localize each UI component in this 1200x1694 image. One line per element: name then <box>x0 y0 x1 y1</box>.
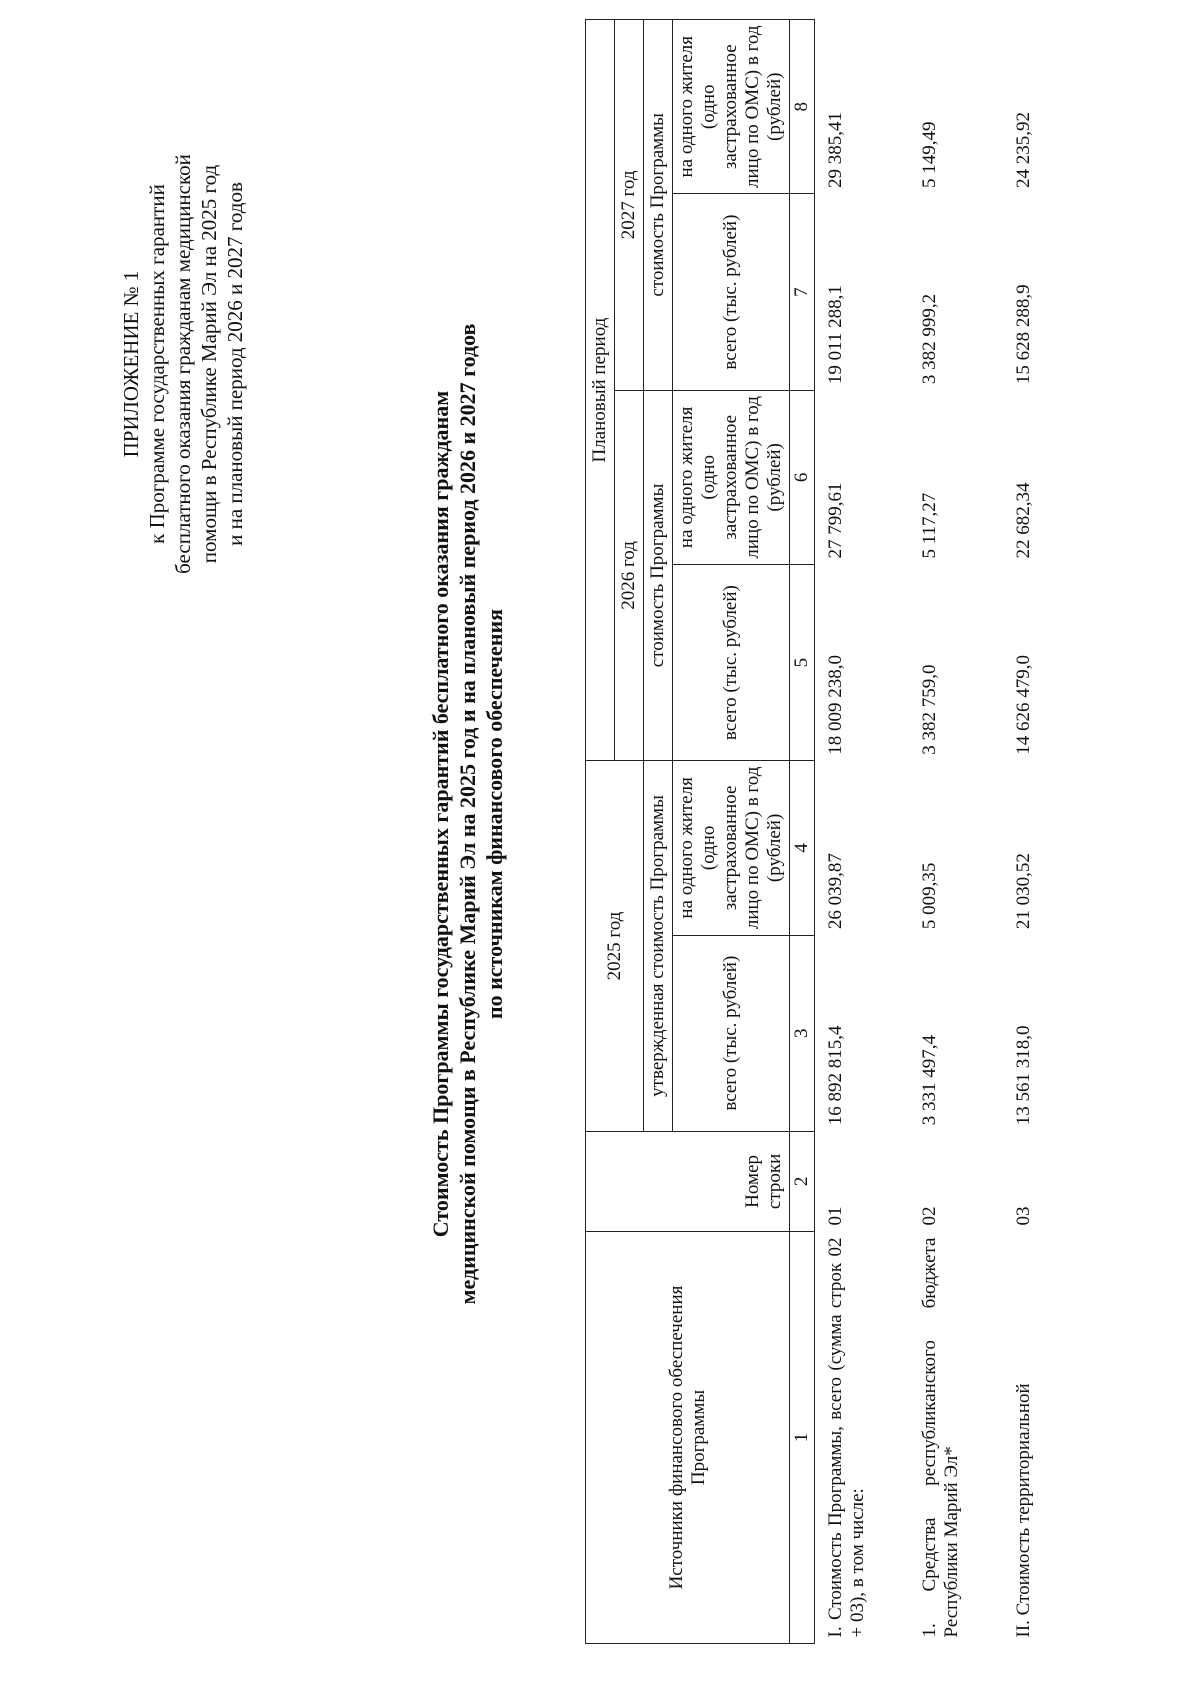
row-label: 1. Средства республиканского бюджета Республики Марий Эл* <box>919 1237 962 1638</box>
column-number: 3 <box>790 935 815 1131</box>
cell-total-2025: 3 331 497,4 <box>919 1035 940 1126</box>
cell-total-2026: 3 382 759,0 <box>919 664 940 755</box>
header-row-number: Номер строки <box>586 1131 790 1231</box>
header-year-2027: 2027 год <box>615 20 644 391</box>
cell-per-person-2027: 29 385,41 <box>825 111 846 188</box>
appendix-line: бесплатного оказания гражданам медицинской <box>171 154 195 574</box>
cell-total-2025: 13 561 318,0 <box>1013 1025 1034 1126</box>
cell-per-person-2026: 5 117,27 <box>919 492 940 559</box>
appendix-header <box>118 39 248 689</box>
table-row <box>909 20 1003 1644</box>
header-source: Источники финансового обеспечения Программы <box>586 1232 790 1644</box>
program-cost-table <box>585 19 1077 1644</box>
row-label: I. Стоимость Программы, всего (сумма строк 02 + 03), в том числе: <box>825 1237 868 1638</box>
appendix-line: помощи в Республике Марий Эл на 2025 год <box>197 164 221 564</box>
cell-per-person-2025: 26 039,87 <box>825 853 846 930</box>
table-row <box>815 20 910 1644</box>
column-number: 4 <box>790 761 815 935</box>
cell-total-2027: 3 382 999,2 <box>919 293 940 385</box>
header-per-person-2026: на одного жителя (одно застрахованное лицо по ОМС) в год (рублей) <box>673 390 790 564</box>
header-total-2027: всего (тыс. рублей) <box>673 194 790 390</box>
cell-total-2027: 19 011 288,1 <box>825 285 846 385</box>
cell-per-person-2025: 21 030,52 <box>1013 853 1034 930</box>
cell-total-2026: 14 626 479,0 <box>1013 654 1034 755</box>
header-per-person-2027: на одного жителя (одно застрахованное лицо по ОМС) в год (рублей) <box>673 20 790 194</box>
row-code: 03 <box>1013 1206 1034 1226</box>
cell-per-person-2027: 24 235,92 <box>1013 111 1034 188</box>
title-line: по источникам финансового обеспечения <box>482 608 507 1020</box>
cell-per-person-2025: 5 009,35 <box>919 862 940 930</box>
row-code: 02 <box>919 1206 940 1226</box>
header-program-cost-2026: стоимость Программы <box>644 390 673 761</box>
cell-per-person-2027: 5 149,49 <box>919 121 940 188</box>
header-program-cost-2027: стоимость Программы <box>644 20 673 391</box>
title-line: медицинской помощи в Республике Марий Эл на 2025 год и на плановый период 2026 и 2027 годов <box>455 323 480 1305</box>
document-title <box>427 14 508 1614</box>
header-total-2026: всего (тыс. рублей) <box>673 565 790 761</box>
row-code: 01 <box>825 1206 846 1226</box>
cell-per-person-2026: 22 682,34 <box>1013 482 1034 559</box>
appendix-line: к Программе государственных гарантий <box>145 184 169 544</box>
column-number: 1 <box>790 1232 815 1644</box>
cell-total-2026: 18 009 238,0 <box>825 654 846 755</box>
header-year-2026: 2026 год <box>615 390 644 761</box>
appendix-number: ПРИЛОЖЕНИЕ № 1 <box>119 270 143 458</box>
header-approved-cost: утвержденная стоимость Программы <box>644 761 673 1132</box>
column-number: 7 <box>790 194 815 390</box>
column-number: 5 <box>790 565 815 761</box>
row-label: II. Стоимость территориальной <box>1013 1383 1034 1638</box>
column-number: 8 <box>790 20 815 194</box>
title-line: Стоимость Программы государственных гарантий бесплатного оказания гражданам <box>428 390 453 1238</box>
cell-total-2025: 16 892 815,4 <box>825 1025 846 1126</box>
table-row <box>1003 20 1077 1644</box>
header-total-2025: всего (тыс. рублей) <box>673 935 790 1131</box>
appendix-line: и на плановый период 2026 и 2027 годов <box>223 182 247 546</box>
cell-per-person-2026: 27 799,61 <box>825 482 846 559</box>
header-per-person-2025: на одного жителя (одно застрахованное лицо по ОМС) в год (рублей) <box>673 761 790 935</box>
column-number: 2 <box>790 1131 815 1231</box>
cell-total-2027: 15 628 288,9 <box>1013 284 1034 385</box>
header-planned-period: Плановый период <box>586 20 615 761</box>
column-number: 6 <box>790 390 815 564</box>
header-year-2025: 2025 год <box>586 761 644 1132</box>
